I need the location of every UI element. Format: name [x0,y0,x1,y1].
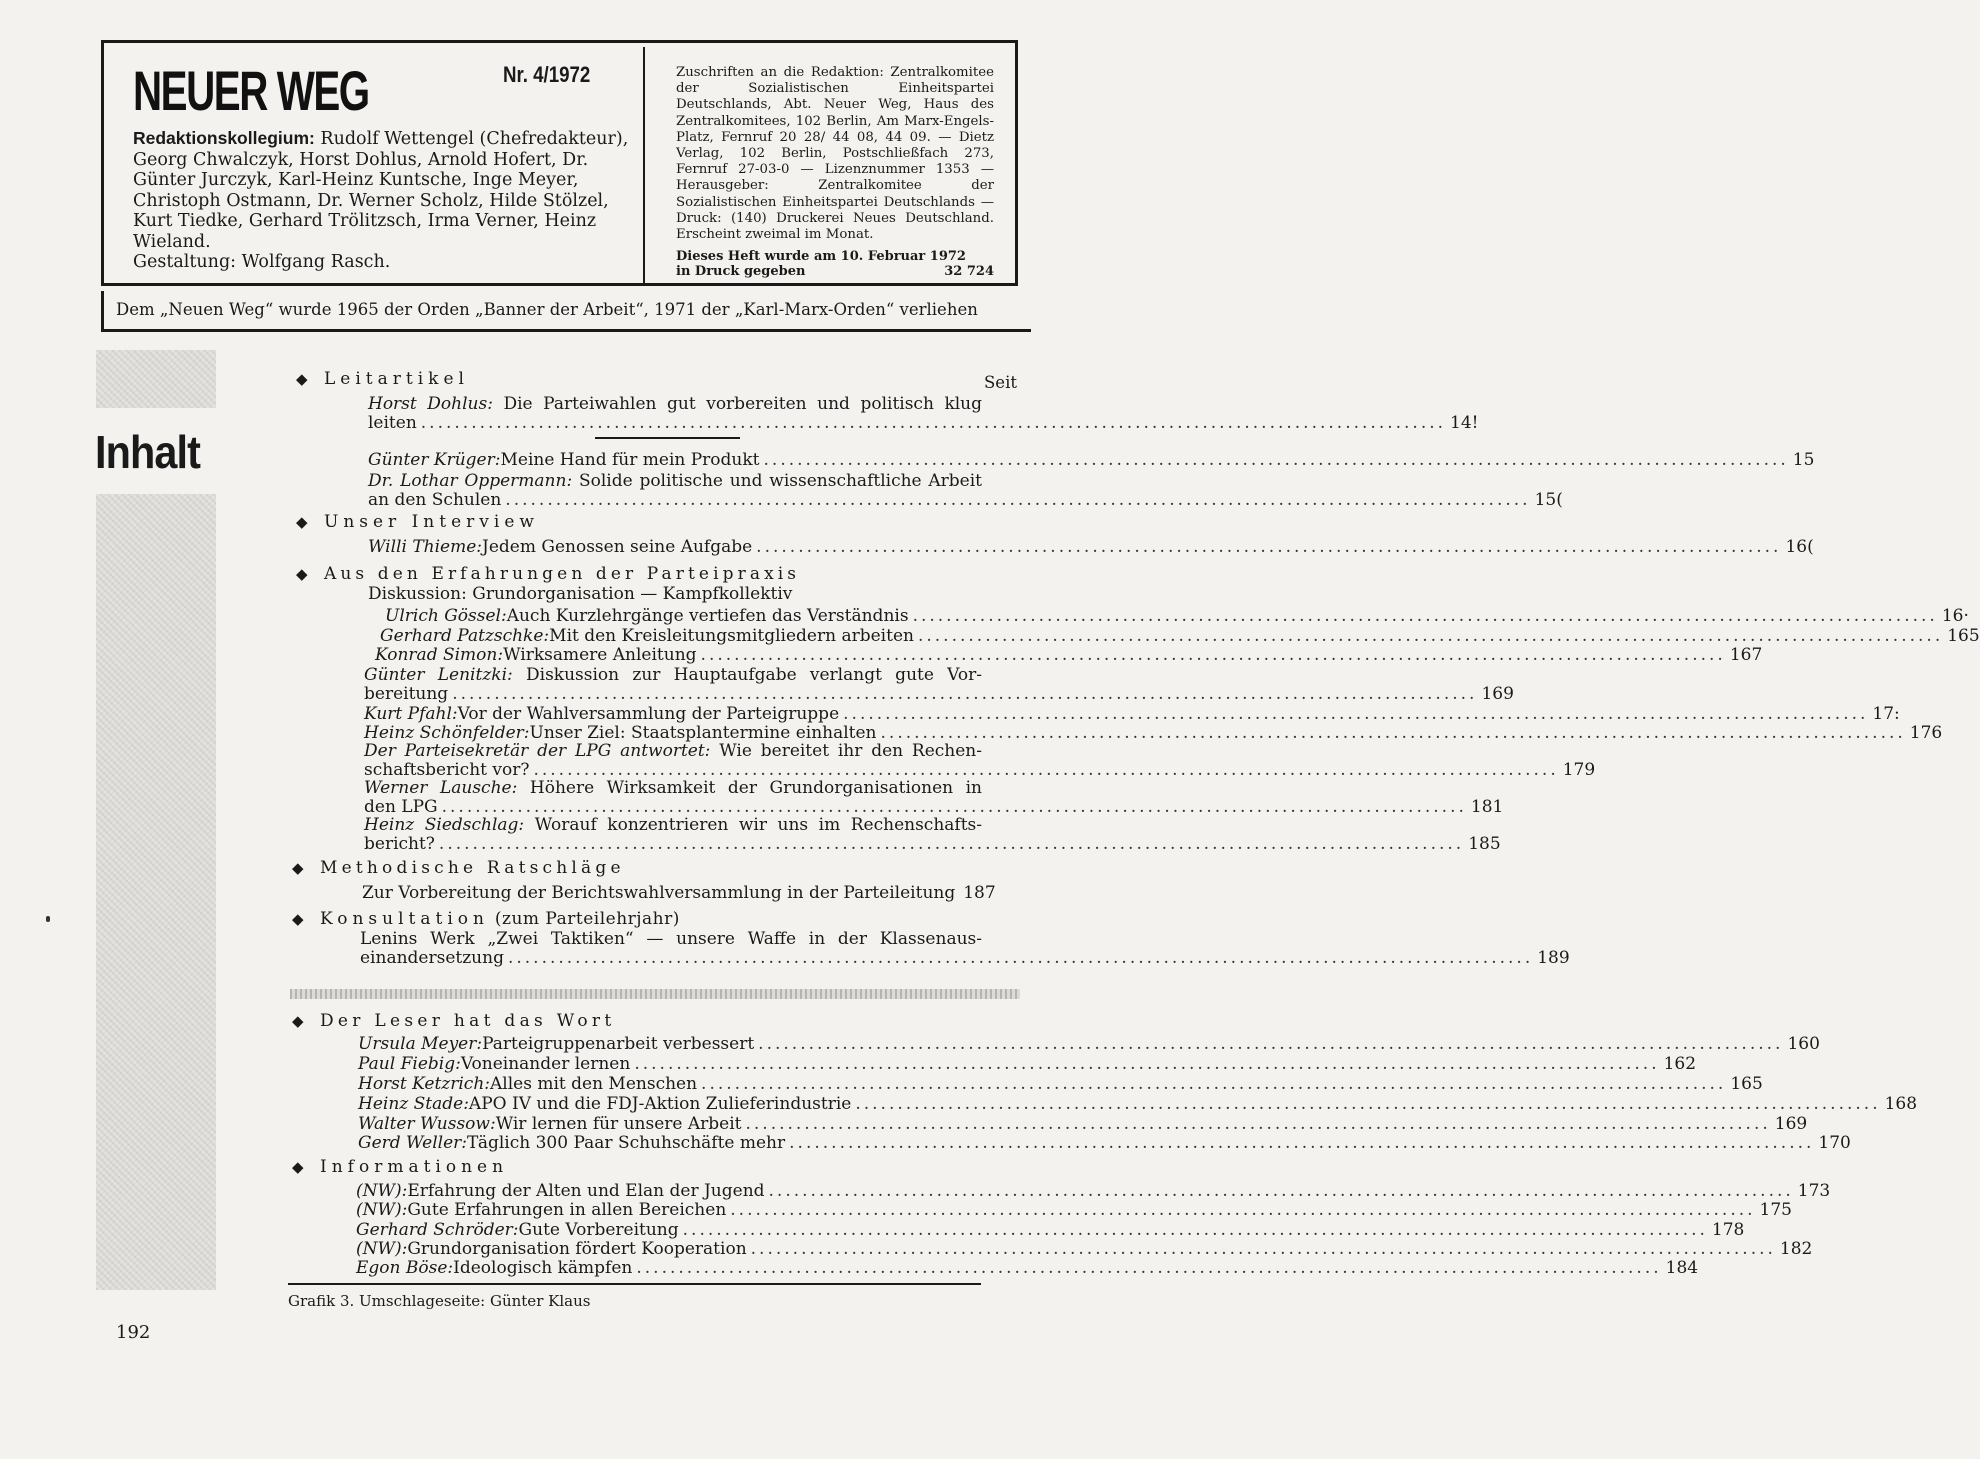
contents-heading: Inhalt [95,426,201,478]
bottom-rule [288,1283,981,1285]
print-info [676,249,994,279]
toc-entry: Gerhard Schröder: Gute Vorbereitung .......................................................................................................................... 178 [356,1220,1745,1240]
toc-entry: Konrad Simon: Wirksamere Anleitung .......................................................................................................................... 167 [375,645,1763,665]
toc-entry: Egon Böse: Ideologisch kämpfen .......................................................................................................................... 184 [356,1258,1699,1278]
diamond-icon: ◆ [296,513,308,531]
toc-entry: Günter Lenitzki: Diskussion zur Hauptaufgabe verlangt gute Vor- bereitung .......................................................................................................................... 169 [364,665,1514,704]
toc-entry: Günter Krüger: Meine Hand für mein Produkt .......................................................................................................................... 15 [368,450,1815,470]
diamond-icon: ◆ [292,859,304,877]
section-heading: ◆ Konsultation (zum Parteilehrjahr) [292,909,680,929]
toc-entry: Paul Fiebig: Voneinander lernen .......................................................................................................................... 162 [358,1054,1697,1074]
toc-entry: Werner Lausche: Höhere Wirksamkeit der Grundorganisationen in den LPG .......................................................................................................................... 181 [364,778,1504,817]
diamond-icon: ◆ [296,370,308,388]
diamond-icon: ◆ [296,565,308,583]
award-line: Dem „Neuen Weg“ wurde 1965 der Orden „Banner der Arbeit“, 1971 der „Karl-Marx-Orden“ verliehen [116,300,978,319]
section-heading: ◆ Der Leser hat das Wort [292,1011,616,1031]
editorial-label: Redaktionskollegium: [133,128,315,148]
editorial-names: Rudolf Wettengel (Chefredakteur), Georg Chwalczyk, Horst Dohlus, Arnold Hofert, Dr. Günter Jurczyk, Karl-Heinz Kuntsche, Inge Meyer, Christoph Ostmann, Dr. Werner Scholz, Hilde Stölzel, Kurt Tiedke, Gerhard Trölitzsch, Irma Verner, Heinz Wieland. [133,129,629,252]
masthead-divider [643,47,645,285]
section-heading: ◆ Unser Interview [296,512,539,532]
toc-entry: Horst Ketzrich: Alles mit den Menschen .......................................................................................................................... 165 [358,1074,1763,1094]
graphic-credit: Grafik 3. Umschlageseite: Günter Klaus [288,1292,591,1310]
print-label: in Druck gegeben [676,264,806,279]
print-date: Dieses Heft wurde am 10. Februar 1972 [676,249,966,264]
diamond-icon: ◆ [292,910,304,928]
toc-entry: Walter Wussow: Wir lernen für unsere Arbeit .......................................................................................................................... 169 [358,1114,1808,1134]
issue-number: Nr. 4/1972 [503,62,591,87]
print-number: 32 724 [944,264,994,279]
toc-entry: Der Parteisekretär der LPG antwortet: Wie bereitet ihr den Rechen- schaftsbericht vor? .......................................................................................................................... 179 [364,741,1596,780]
toc-entry: Ursula Meyer: Parteigruppenarbeit verbessert .......................................................................................................................... 160 [358,1034,1820,1054]
editorial-board [133,128,633,273]
separator-rule [595,437,740,439]
toc-intro: Diskussion: Grundorganisation — Kampfkollektiv [368,584,793,604]
toc-entry: (NW): Grundorganisation fördert Kooperation .......................................................................................................................... 182 [356,1239,1813,1259]
toc-entry: Gerhard Patzschke: Mit den Kreisleitungsmitgliedern arbeiten .......................................................................................................................... 165 [380,626,1980,646]
design-credit: Gestaltung: Wolfgang Rasch. [133,252,391,272]
toc-entry: Heinz Schönfelder: Unser Ziel: Staatsplantermine einhalten .......................................................................................................................... 176 [364,723,1943,743]
toc-entry: Kurt Pfahl: Vor der Wahlversammlung der Parteigruppe .......................................................................................................................... 17: [364,704,1900,724]
section-heading: ◆ Leitartikel [296,369,469,389]
toc-entry: Willi Thieme: Jedem Genossen seine Aufgabe .......................................................................................................................... 16( [368,537,1814,557]
toc-entry: Horst Dohlus: Die Parteiwahlen gut vorbereiten und politisch klug leiten .......................................................................................................................... 14! [368,394,1479,433]
page-column-label: Seit [984,373,1017,392]
toc-entry: Dr. Lothar Oppermann: Solide politische und wissenschaftliche Arbeit an den Schulen .......................................................................................................................... 15( [368,471,1563,510]
toc-entry: Ulrich Gössel: Auch Kurzlehrgänge vertiefen das Verständnis .......................................................................................................................... 16· [385,606,1969,626]
toc-entry: (NW): Gute Erfahrungen in allen Bereichen .......................................................................................................................... 175 [356,1200,1792,1220]
toc-entry: Heinz Stade: APO IV und die FDJ-Aktion Zulieferindustrie .......................................................................................................................... 168 [358,1094,1918,1114]
diamond-icon: ◆ [292,1158,304,1176]
toc-entry: Gerd Weller: Täglich 300 Paar Schuhschäfte mehr .......................................................................................................................... 170 [358,1133,1851,1153]
section-heading: ◆ Aus den Erfahrungen der Parteipraxis [296,564,801,584]
contact-info: Zuschriften an die Redaktion: Zentralkomitee der Sozialistischen Einheitspartei Deutschlands, Abt. Neuer Weg, Haus des Zentralkomitees, 102 Berlin, Am Marx-Engels-Platz, Fernruf 20 28/ 44 08, 44 09. — Dietz Verlag, 102 Berlin, Postschließfach 273, Fernruf 27-03-0 — Lizenznummer 1353 — Herausgeber: Zentralkomitee der Sozialistischen Einheitspartei Deutschlands — Druck: (140) Druckerei Neues Deutschland. Erscheint zweimal im Monat. [676,65,994,243]
diamond-icon: ◆ [292,1012,304,1030]
magazine-logo: NEUER WEG [133,59,369,122]
section-heading: ◆ Informationen [292,1157,509,1177]
toc-entry: Heinz Siedschlag: Worauf konzentrieren wir uns im Rechenschafts- bericht? .......................................................................................................................... 185 [364,815,1501,854]
section-heading: ◆ Methodische Ratschläge [292,858,625,878]
toc-entry: Zur Vorbereitung der Berichtswahlversammlung in der Parteileitung 187 [362,883,996,903]
page-number: 192 [116,1322,151,1343]
toc-entry: (NW): Erfahrung der Alten und Elan der Jugend .......................................................................................................................... 173 [356,1181,1831,1201]
gray-separator [290,989,1020,999]
toc-entry: Lenins Werk „Zwei Taktiken“ — unsere Waffe in der Klassenaus- einandersetzung .......................................................................................................................... 189 [360,929,1570,968]
ink-mark [46,916,50,922]
